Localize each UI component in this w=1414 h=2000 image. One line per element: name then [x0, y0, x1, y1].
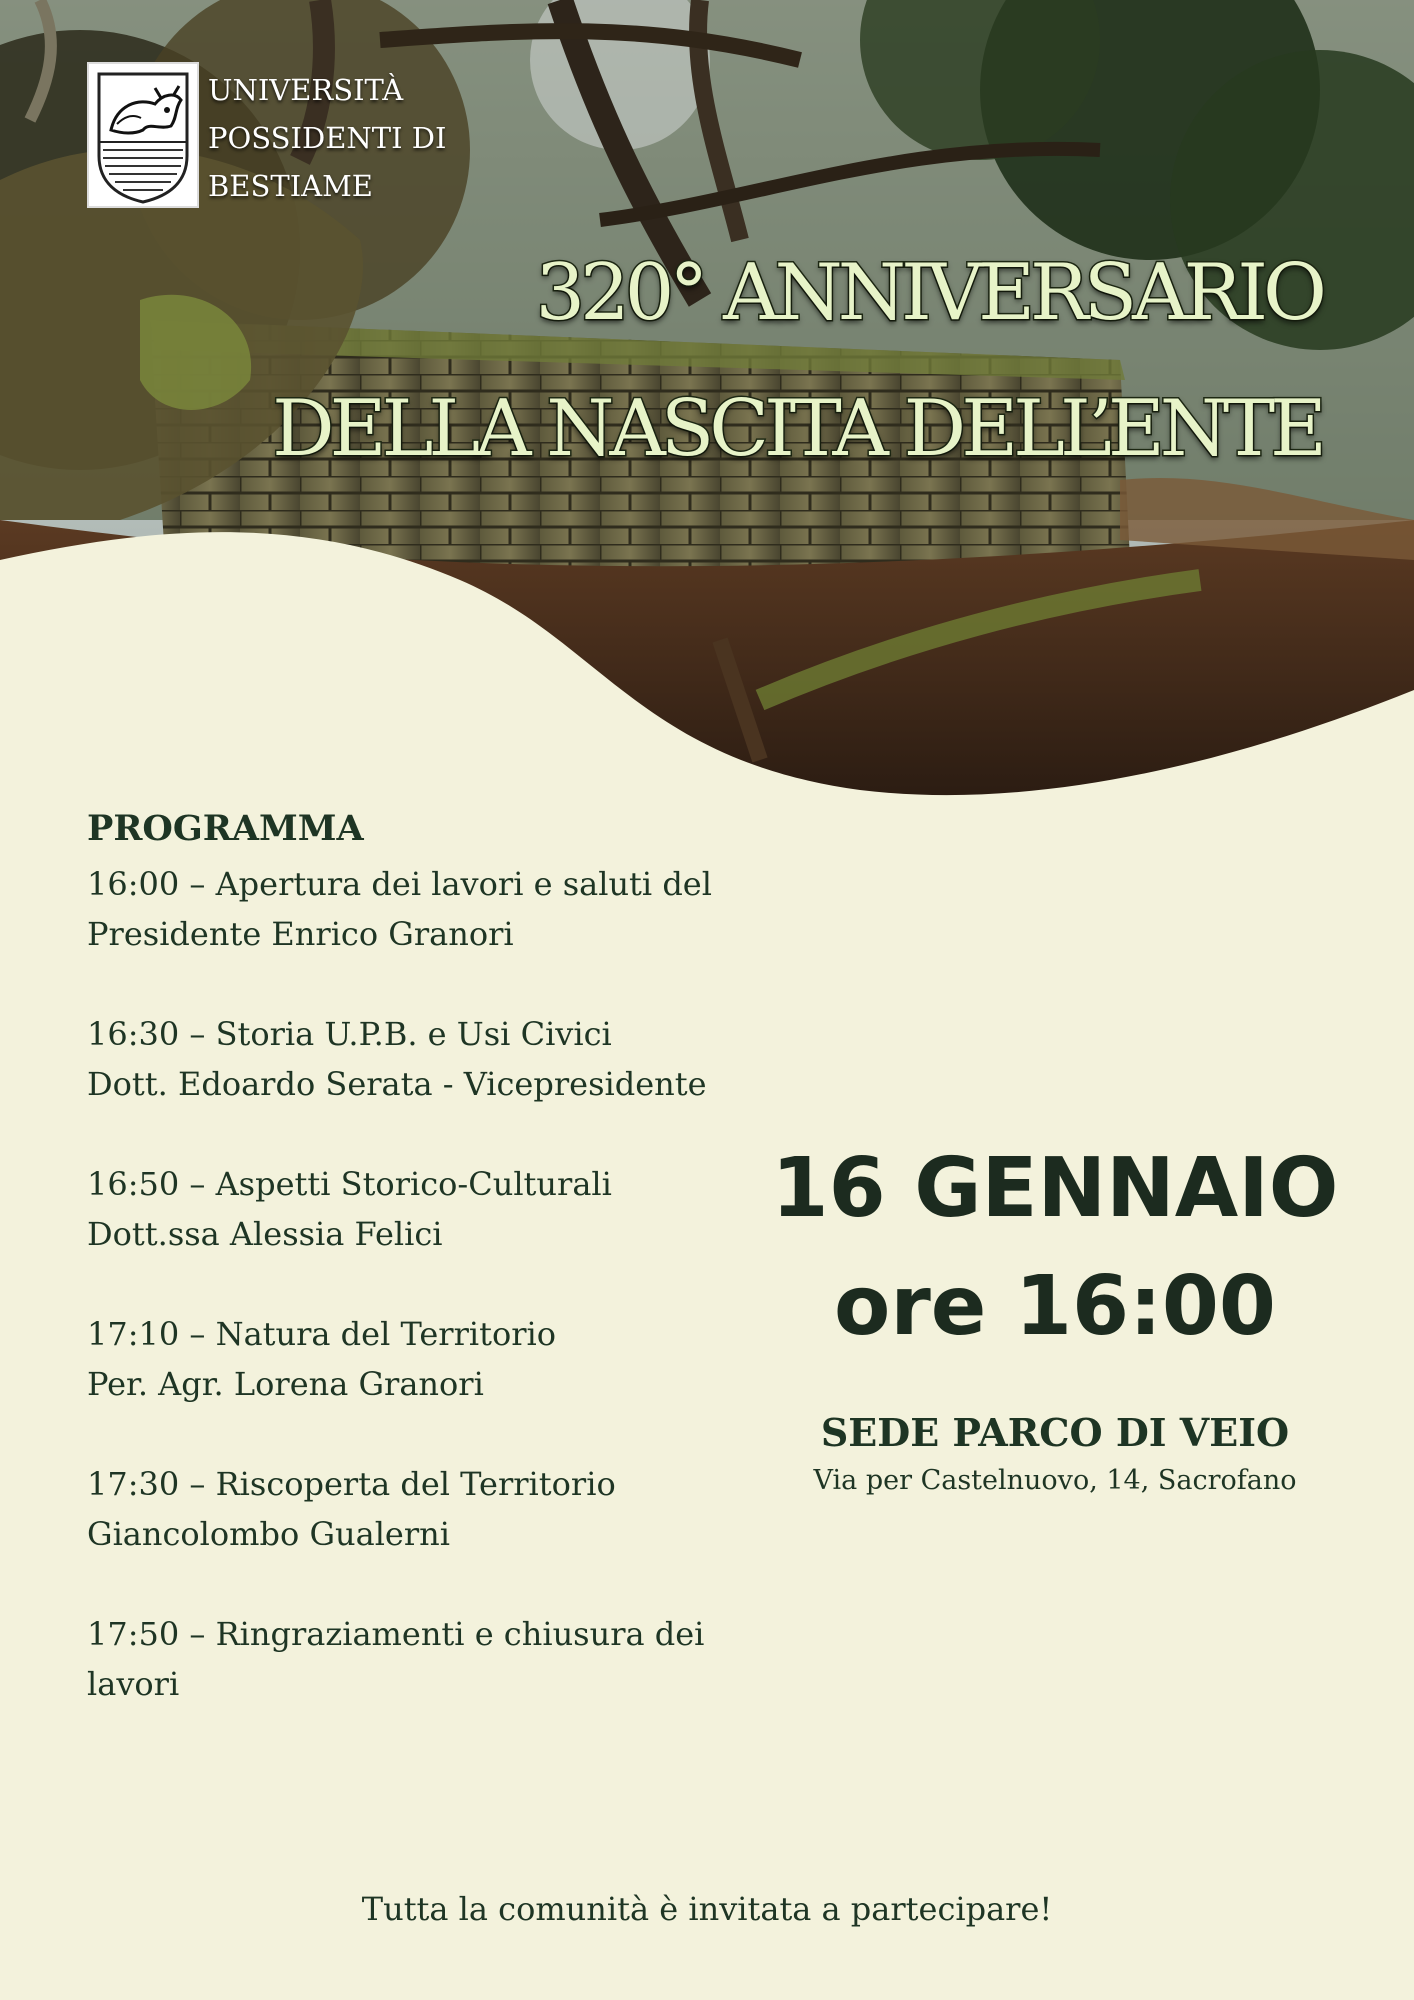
program-item-speaker: Dott. Edoardo Serata - Vicepresidente [87, 1065, 707, 1103]
organization-name-line: POSSIDENTI DI [208, 121, 447, 155]
event-address: Via per Castelnuovo, 14, Sacrofano [813, 1465, 1297, 1496]
program-item-time-title: 17:30 – Riscoperta del Territorio [87, 1465, 616, 1503]
hero-photo [0, 0, 1414, 800]
organization-name-line: UNIVERSITÀ [208, 73, 404, 107]
program-item-speaker: Giancolombo Gualerni [87, 1515, 450, 1553]
program-item [87, 1159, 727, 1259]
organization-logo [87, 62, 199, 208]
event-date: 16 GENNAIO [771, 1141, 1339, 1236]
program-item-speaker: Presidente Enrico Granori [87, 915, 514, 953]
program-item [87, 1309, 727, 1409]
program-item-time-title: 16:00 – Apertura dei lavori e saluti del [87, 865, 712, 903]
program-item [87, 1009, 727, 1109]
program-item-speaker: Dott.ssa Alessia Felici [87, 1215, 443, 1253]
event-venue: SEDE PARCO DI VEIO [820, 1410, 1290, 1455]
program-heading: PROGRAMMA [87, 808, 364, 849]
program-item-speaker: lavori [87, 1665, 180, 1703]
event-time: ore 16:00 [834, 1259, 1276, 1354]
program-item-speaker: Per. Agr. Lorena Granori [87, 1365, 484, 1403]
community-invite: Tutta la comunità è invitata a partecipare! [361, 1890, 1053, 1928]
program-item-time-title: 16:30 – Storia U.P.B. e Usi Civici [87, 1015, 612, 1053]
event-info [760, 1130, 1350, 1496]
program-item-time-title: 16:50 – Aspetti Storico-Culturali [87, 1165, 612, 1203]
anniversary-title-line-2: DELLA NASCITA DELL’ENTE [272, 384, 1322, 474]
program-item-time-title: 17:50 – Ringraziamenti e chiusura dei [87, 1615, 705, 1653]
anniversary-title-line-1: 320° ANNIVERSARIO [535, 248, 1322, 338]
program-item [87, 1609, 727, 1709]
program-item [87, 1459, 727, 1559]
program-item [87, 859, 727, 959]
organization-name [208, 66, 447, 210]
program-item-time-title: 17:10 – Natura del Territorio [87, 1315, 557, 1353]
cow-crest-icon [89, 64, 197, 206]
organization-name-line: BESTIAME [208, 169, 373, 203]
program-section [87, 808, 727, 1759]
